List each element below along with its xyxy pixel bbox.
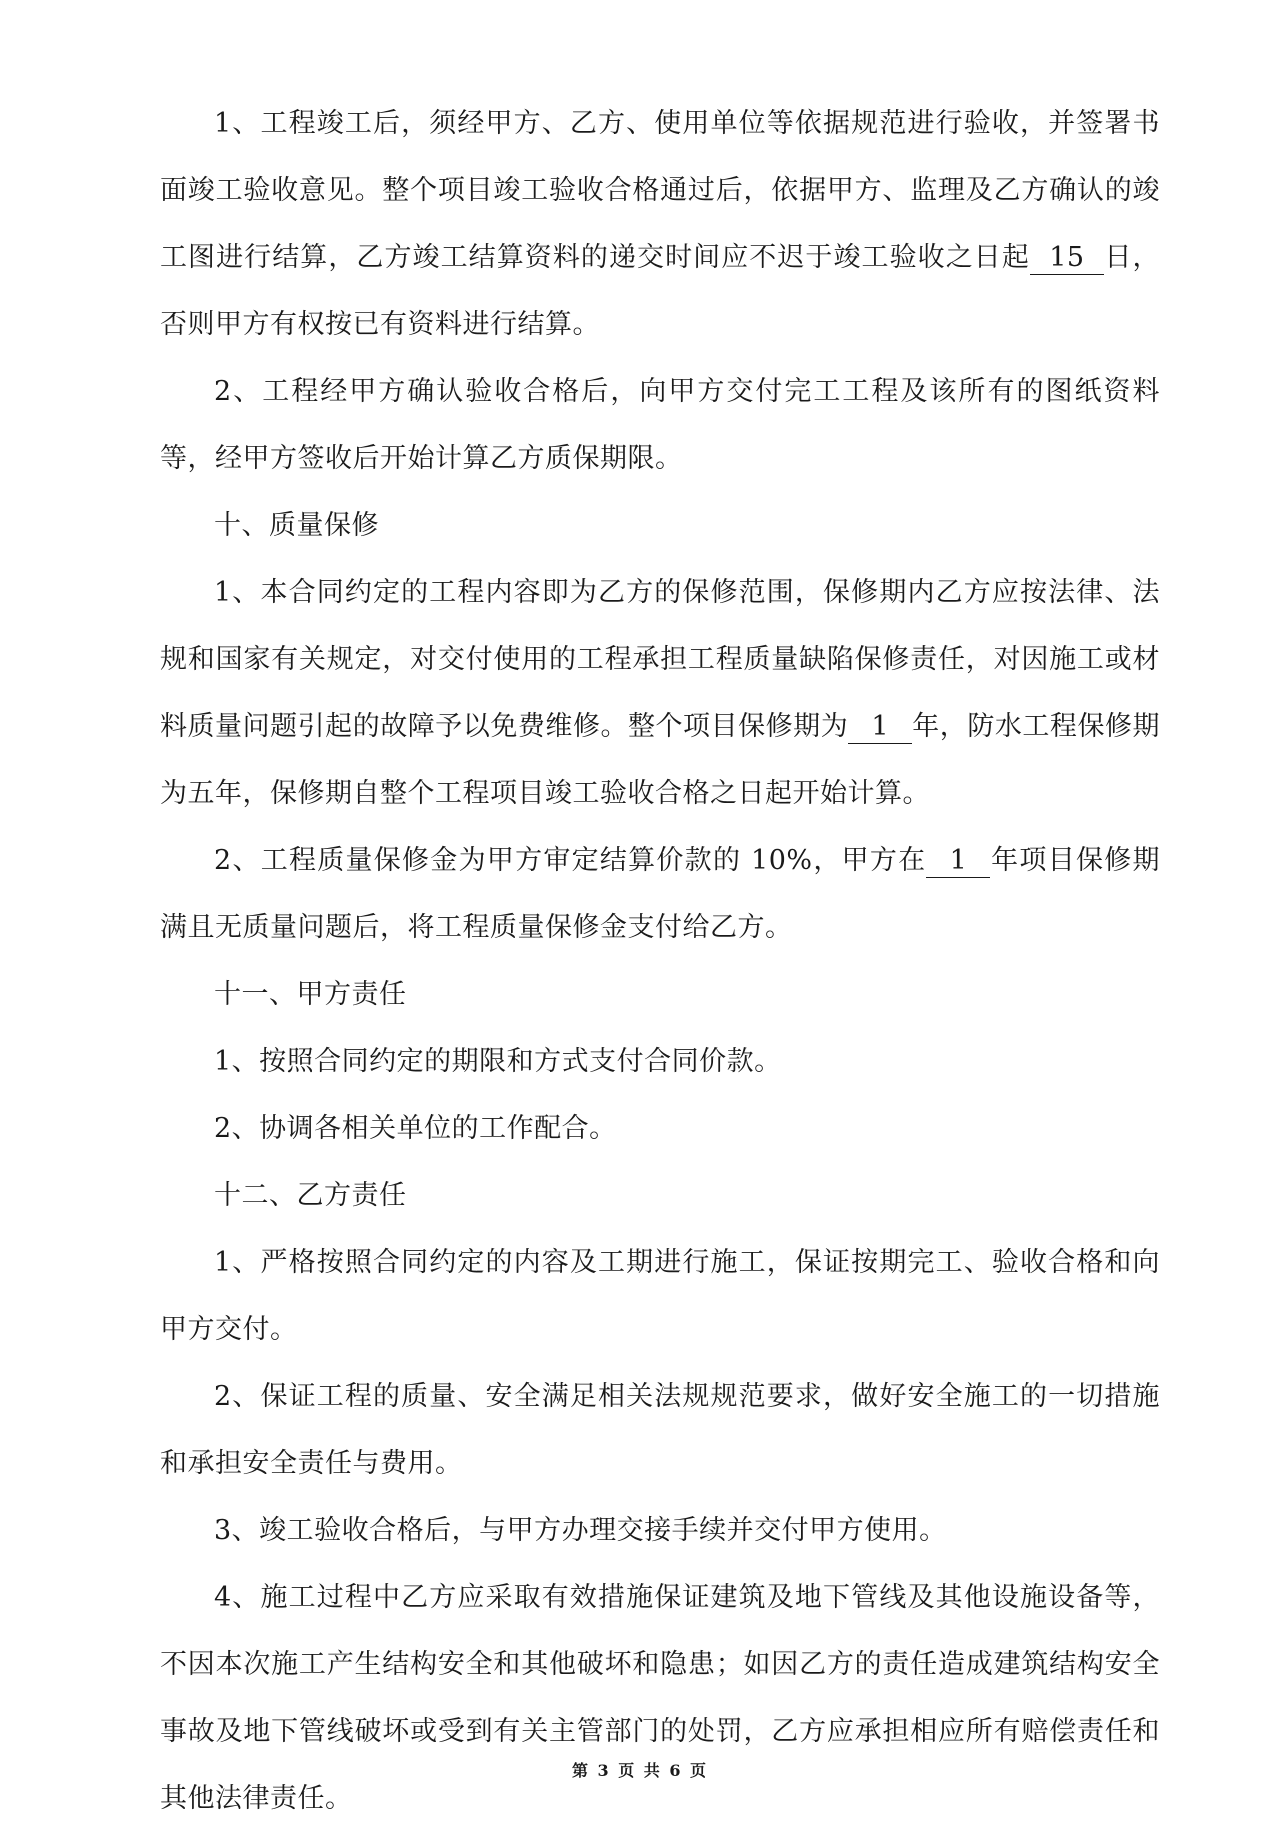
paragraph-acceptance-1: [160, 90, 1160, 358]
paragraph-party-a-1: 1、按照合同约定的期限和方式支付合同价款。: [214, 1046, 782, 1077]
paragraph-text: 年项目保修期满且无质量问题后，将工程质量保修金支付给乙方。: [160, 845, 1160, 943]
page-number-footer: 第 3 页 共 6 页: [571, 1761, 709, 1780]
paragraph-party-a-2: 2、协调各相关单位的工作配合。: [214, 1113, 617, 1144]
fill-in-blank-years: 1: [926, 845, 990, 878]
section-heading-quality-warranty: 十、质量保修: [214, 510, 379, 541]
paragraph-acceptance-2: 2、工程经甲方确认验收合格后，向甲方交付完工工程及该所有的图纸资料等，经甲方签收后开始计算乙方质保期限。: [160, 376, 1160, 474]
paragraph-text: 2、工程质量保修金为甲方审定结算价款的 10%，甲方在: [214, 845, 927, 876]
paragraph-party-b-2: 2、保证工程的质量、安全满足相关法规规范要求，做好安全施工的一切措施和承担安全责任与费用。: [160, 1381, 1160, 1479]
paragraph-warranty-1: [160, 559, 1160, 827]
document-body: [160, 90, 1160, 1832]
section-heading-party-b-duties: 十二、乙方责任: [214, 1180, 407, 1211]
fill-in-blank-days: 15: [1030, 242, 1104, 275]
paragraph-text: 年，防水工程保修期为五年，保修期自整个工程项目竣工验收合格之日起开始计算。: [160, 711, 1160, 809]
paragraph-text: 1、本合同约定的工程内容即为乙方的保修范围，保修期内乙方应按法律、法规和国家有关规定，对交付使用的工程承担工程质量缺陷保修责任，对因施工或材料质量问题引起的故障予以免费维修。整个项目保修期为: [160, 577, 1160, 742]
paragraph-warranty-2: [160, 827, 1160, 961]
paragraph-party-b-1: 1、严格按照合同约定的内容及工期进行施工，保证按期完工、验收合格和向甲方交付。: [160, 1247, 1160, 1345]
paragraph-party-b-4: 4、施工过程中乙方应采取有效措施保证建筑及地下管线及其他设施设备等，不因本次施工产生结构安全和其他破坏和隐患；如因乙方的责任造成建筑结构安全事故及地下管线破坏或受到有关主管部门的处罚，乙方应承担相应所有赔偿责任和其他法律责任。: [160, 1582, 1160, 1814]
paragraph-party-b-3: 3、竣工验收合格后，与甲方办理交接手续并交付甲方使用。: [214, 1515, 947, 1546]
paragraph-text: 日，否则甲方有权按已有资料进行结算。: [160, 242, 1161, 340]
fill-in-blank-years: 1: [848, 711, 912, 744]
section-heading-party-a-duties: 十一、甲方责任: [214, 979, 407, 1010]
paragraph-text: 1、工程竣工后，须经甲方、乙方、使用单位等依据规范进行验收，并签署书面竣工验收意见。整个项目竣工验收合格通过后，依据甲方、监理及乙方确认的竣工图进行结算，乙方竣工结算资料的递交时间应不迟于竣工验收之日起: [160, 108, 1160, 273]
